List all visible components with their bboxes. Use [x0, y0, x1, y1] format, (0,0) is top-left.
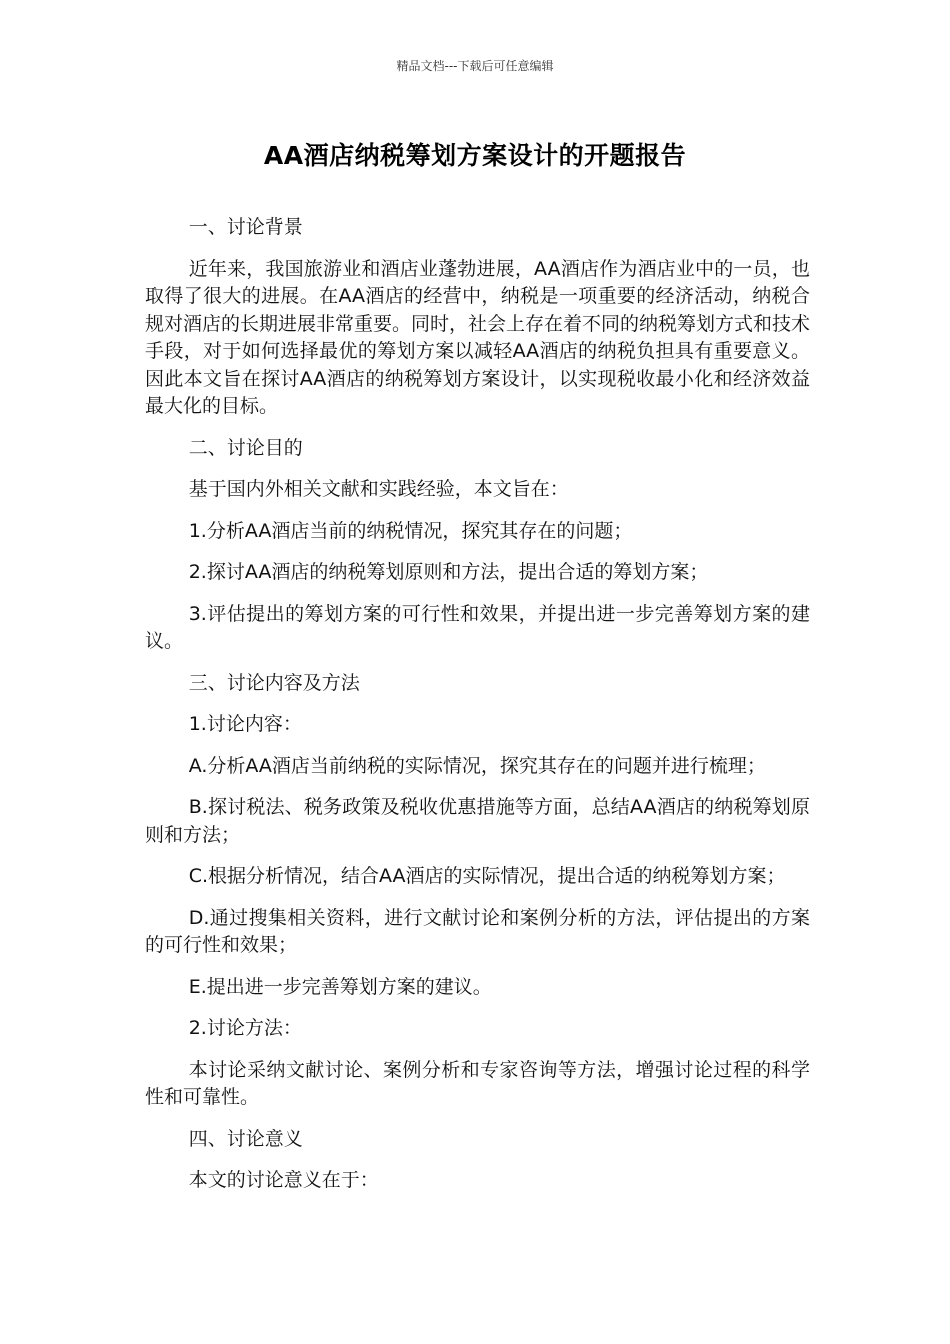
header-note: 精品文档---下载后可任意编辑 [396, 59, 554, 73]
content-item-d: D.通过搜集相关资料，进行文献讨论和案例分析的方法，评估提出的方案的可行性和效果； [145, 906, 810, 956]
paragraph-significance-intro: 本文的讨论意义在于： [188, 1169, 379, 1191]
section-heading-purpose: 二、讨论目的 [188, 436, 303, 459]
subheading-methods: 2.讨论方法： [188, 1017, 302, 1039]
purpose-item-1: 1.分析AA酒店当前的纳税情况，探究其存在的问题； [188, 519, 633, 542]
section-heading-significance: 四、讨论意义 [188, 1127, 303, 1150]
subheading-content: 1.讨论内容： [188, 713, 302, 735]
content-item-b: B.探讨税法、税务政策及税收优惠措施等方面，总结AA酒店的纳税筹划原则和方法； [145, 796, 810, 846]
purpose-item-2: 2.探讨AA酒店的纳税筹划原则和方法，提出合适的筹划方案； [188, 561, 709, 583]
document-body [145, 214, 810, 1209]
document-title: AA酒店纳税筹划方案设计的开题报告 [263, 141, 687, 170]
content-item-e: E.提出进一步完善筹划方案的建议。 [188, 975, 492, 998]
content-item-a: A.分析AA酒店当前纳税的实际情况，探究其存在的问题并进行梳理； [188, 754, 766, 777]
paragraph-purpose-intro: 基于国内外相关文献和实践经验，本文旨在： [188, 478, 569, 500]
paragraph-background: 近年来，我国旅游业和酒店业蓬勃进展，AA酒店作为酒店业中的一员，也取得了很大的进展。在AA酒店的经营中，纳税是一项重要的经济活动，纳税合规对酒店的长期进展非常重要。同时，社会上存在着不同的纳税筹划方式和技术手段，对于如何选择最优的筹划方案以减轻AA酒店的纳税负担具有重要意义。因此本文旨在探讨AA酒店的纳税筹划方案设计，以实现税收最小化和经济效益最大化的目标。 [145, 257, 811, 417]
purpose-item-3: 3.评估提出的筹划方案的可行性和效果，并提出进一步完善筹划方案的建议。 [145, 602, 810, 652]
paragraph-methods: 本讨论采纳文献讨论、案例分析和专家咨询等方法，增强讨论过程的科学性和可靠性。 [145, 1058, 810, 1108]
section-heading-content-methods: 三、讨论内容及方法 [188, 671, 360, 694]
section-heading-background: 一、讨论背景 [188, 216, 303, 238]
content-item-c: C.根据分析情况，结合AA酒店的实际情况，提出合适的纳税筹划方案； [188, 865, 786, 887]
